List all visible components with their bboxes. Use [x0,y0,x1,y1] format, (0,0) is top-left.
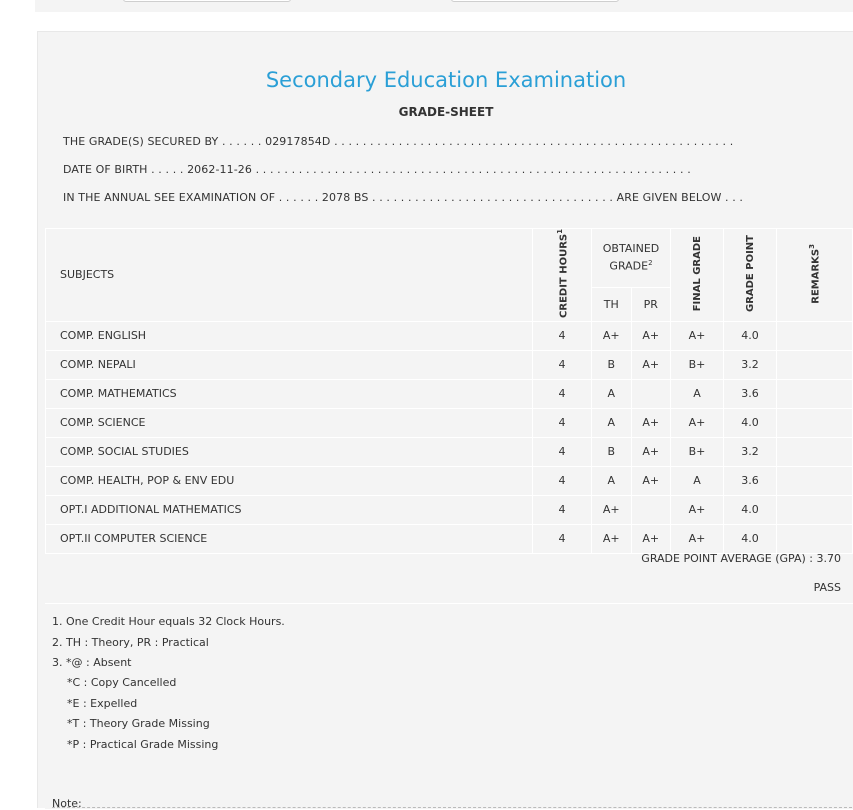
header-obtained-grade: OBTAINED GRADE$^2$ [592,229,671,288]
table-row [46,379,853,408]
grade-point: 4.0 [724,408,777,437]
final-grade: A+ [671,321,724,350]
practical-grade: A+ [631,524,671,553]
credit-hours: 4 [533,350,592,379]
dashed-divider [52,807,852,808]
practical-grade: A+ [631,321,671,350]
gpa-summary: GRADE POINT AVERAGE (GPA) : 3.70 [641,552,841,565]
subject-name: OPT.I ADDITIONAL MATHEMATICS [46,495,533,524]
remarks [777,495,853,524]
credit-hours: 4 [533,495,592,524]
grade-sheet [37,31,853,808]
remarks [777,466,853,495]
header-credit-hours: CREDIT HOURS$^1$ [533,229,592,322]
subject-name: COMP. SCIENCE [46,408,533,437]
footnote-3-practical-missing: *P : Practical Grade Missing [67,738,219,751]
subject-name: COMP. MATHEMATICS [46,379,533,408]
header-subjects: SUBJECTS [46,229,533,322]
footnote-3-expelled: *E : Expelled [67,697,138,710]
footnote-1: 1. One Credit Hour equals 32 Clock Hours. [52,615,285,628]
note-label: Note: [52,797,82,810]
grade-point: 4.0 [724,321,777,350]
theory-grade: A+ [592,321,632,350]
header-grade-point: GRADE POINT [724,229,777,322]
practical-grade: A+ [631,350,671,379]
final-grade: A+ [671,524,724,553]
remarks [777,524,853,553]
final-grade: A+ [671,495,724,524]
theory-grade: A [592,379,632,408]
footnote-3-copy-cancelled: *C : Copy Cancelled [67,676,177,689]
subject-name: COMP. SOCIAL STUDIES [46,437,533,466]
table-row [46,350,853,379]
table-row [46,466,853,495]
table-row [46,321,853,350]
grade-point: 3.2 [724,437,777,466]
table-row [46,408,853,437]
page-title: Secondary Education Examination [265,68,627,92]
subject-name: OPT.II COMPUTER SCIENCE [46,524,533,553]
header-remarks: REMARKS$^3$ [777,229,853,322]
filter-input-left[interactable] [123,0,291,2]
footnote-2: 2. TH : Theory, PR : Practical [52,636,209,649]
remarks [777,350,853,379]
grade-point: 4.0 [724,524,777,553]
table-row [46,495,853,524]
theory-grade: A+ [592,495,632,524]
top-filter-bar [35,0,853,12]
footnote-3-theory-missing: *T : Theory Grade Missing [67,717,210,730]
practical-grade: A+ [631,408,671,437]
theory-grade: A [592,408,632,437]
practical-grade [631,495,671,524]
final-grade: A+ [671,408,724,437]
final-grade: B+ [671,350,724,379]
credit-hours: 4 [533,321,592,350]
practical-grade: A+ [631,437,671,466]
theory-grade: A [592,466,632,495]
remarks [777,379,853,408]
practical-grade [631,379,671,408]
credit-hours: 4 [533,379,592,408]
credit-hours: 4 [533,408,592,437]
theory-grade: B [592,437,632,466]
remarks [777,321,853,350]
grade-point: 3.6 [724,379,777,408]
table-row [46,437,853,466]
footnote-3: 3. *@ : Absent [52,656,132,669]
credit-hours: 4 [533,466,592,495]
header-final-grade: FINAL GRADE [671,229,724,322]
footnotes [45,603,853,809]
theory-grade: B [592,350,632,379]
grade-point: 3.2 [724,350,777,379]
subject-name: COMP. HEALTH, POP & ENV EDU [46,466,533,495]
grade-point: 3.6 [724,466,777,495]
remarks [777,408,853,437]
filter-input-right[interactable] [451,0,619,2]
info-symbol-number: THE GRADE(S) SECURED BY . . . . . . 02917854D . . . . . . . . . . . . . . . . . . . . . . . . . . . . . . . . . . . . . . . . . . . . . . . . . . . . . . . . [63,135,734,148]
grade-point: 4.0 [724,495,777,524]
final-grade: A [671,466,724,495]
header-theory: TH [592,288,632,322]
final-grade: A [671,379,724,408]
header-practical: PR [631,288,671,322]
page-subtitle: GRADE-SHEET [398,105,494,119]
practical-grade: A+ [631,466,671,495]
grades-table [45,228,853,554]
info-date-of-birth: DATE OF BIRTH . . . . . 2062-11-26 . . . . . . . . . . . . . . . . . . . . . . . . . . . . . . . . . . . . . . . . . . . . . . . . . . . . . . . . . . . . . [63,163,691,176]
final-grade: B+ [671,437,724,466]
theory-grade: A+ [592,524,632,553]
credit-hours: 4 [533,524,592,553]
result-status: PASS [813,581,841,594]
subject-name: COMP. ENGLISH [46,321,533,350]
info-exam-year: IN THE ANNUAL SEE EXAMINATION OF . . . . . . 2078 BS . . . . . . . . . . . . . . . . . . . . . . . . . . . . . . . . . . ARE GIVEN BELOW . . . [63,191,744,204]
remarks [777,437,853,466]
subject-name: COMP. NEPALI [46,350,533,379]
table-row [46,524,853,553]
credit-hours: 4 [533,437,592,466]
